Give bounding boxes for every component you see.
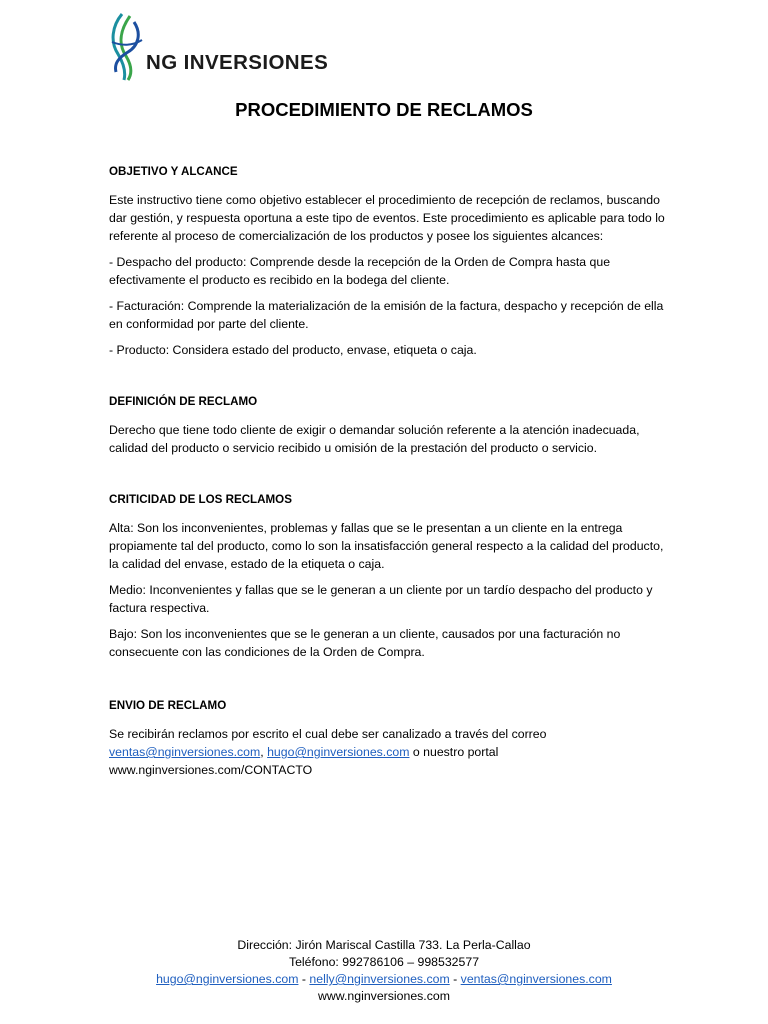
footer-address: Dirección: Jirón Mariscal Castilla 733. La Perla-Callao	[237, 938, 531, 952]
document-body	[109, 163, 669, 787]
footer-email-hugo[interactable]: hugo@nginversiones.com	[156, 972, 299, 986]
email-link-hugo[interactable]: hugo@nginversiones.com	[267, 745, 410, 759]
alcance-item: - Despacho del producto: Comprende desde la recepción de la Orden de Compra hasta que efectivamente el producto es recibido en la bodega del cliente.	[109, 255, 611, 287]
email-link-ventas[interactable]: ventas@nginversiones.com	[109, 745, 261, 759]
criticidad-alta: Alta: Son los inconvenientes, problemas y fallas que se le presentan a un cliente en la entrega propiamente tal del producto, como lo son la insatisfacción general respecto a la calidad del producto, la calidad del envase, estado de la etiqueta o caja.	[109, 521, 664, 571]
logo-swoosh-icon	[108, 12, 148, 82]
alcance-item: - Facturación: Comprende la materialización de la emisión de la factura, despacho y recepción de ella en conformidad por parte del cliente.	[109, 299, 664, 331]
footer-website: www.nginversiones.com	[318, 989, 450, 1003]
footer	[0, 937, 768, 1005]
definicion-text: Derecho que tiene todo cliente de exigir o demandar solución referente a la atención inadecuada, calidad del producto o servicio recibido u omisión de la prestación del producto o servicio.	[109, 423, 640, 455]
footer-email-nelly[interactable]: nelly@nginversiones.com	[309, 972, 450, 986]
envio-text-after: o nuestro portal	[412, 745, 499, 759]
footer-dash: -	[301, 972, 306, 986]
footer-email-ventas[interactable]: ventas@nginversiones.com	[460, 972, 612, 986]
envio-text	[109, 725, 669, 779]
email-separator: ,	[260, 745, 264, 759]
document-title: PROCEDIMIENTO DE RECLAMOS	[235, 99, 533, 120]
section-heading-envio: ENVIO DE RECLAMO	[109, 699, 227, 712]
portal-url: www.nginversiones.com/CONTACTO	[109, 763, 313, 777]
footer-phone: Teléfono: 992786106 – 998532577	[288, 955, 480, 969]
objetivo-intro: Este instructivo tiene como objetivo establecer el procedimiento de recepción de reclamos, buscando dar gestión, y respuesta oportuna a este tipo de eventos. Este procedimiento es aplicable para todo lo referente al proceso de comercialización de los productos y posee los siguientes alcances:	[109, 193, 665, 243]
alcance-item: - Producto: Considera estado del producto, envase, etiqueta o caja.	[109, 343, 477, 357]
section-heading-objetivo: OBJETIVO Y ALCANCE	[109, 165, 238, 178]
footer-emails	[0, 971, 768, 988]
criticidad-medio: Medio: Inconvenientes y fallas que se le generan a un cliente por un tardío despacho del producto y factura respectiva.	[109, 583, 653, 615]
criticidad-bajo: Bajo: Son los inconvenientes que se le generan a un cliente, causados por una facturación no consecuente con las condiciones de la Orden de Compra.	[109, 627, 621, 659]
envio-text-before: Se recibirán reclamos por escrito el cual debe ser canalizado a través del correo	[109, 727, 547, 741]
footer-dash: -	[453, 972, 458, 986]
company-logo	[108, 12, 338, 82]
section-heading-criticidad: CRITICIDAD DE LOS RECLAMOS	[109, 493, 292, 506]
section-heading-definicion: DEFINICIÓN DE RECLAMO	[109, 395, 258, 408]
company-name: NG INVERSIONES	[146, 51, 329, 74]
